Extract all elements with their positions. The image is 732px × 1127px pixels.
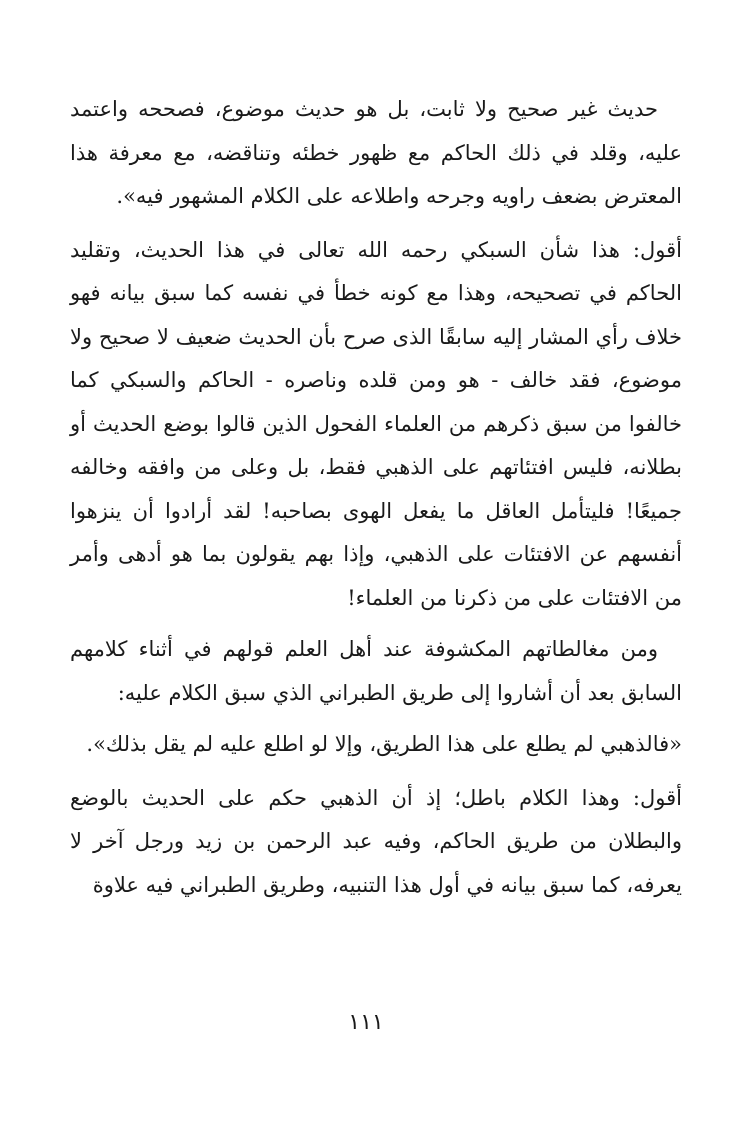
paragraph-4-quote: «فالذهبي لم يطلع على هذا الطريق، وإلا لو اطلع عليه لم يقل بذلك».	[86, 732, 682, 756]
paragraph-3: ومن مغالطاتهم المكشوفة عند أهل العلم قولهم في أثناء كلامهم السابق بعد أن أشاروا إلى طريق الطبراني الذي سبق الكلام عليه:	[70, 637, 682, 705]
page-body	[70, 88, 682, 907]
page-number: ١١١	[348, 1010, 384, 1035]
paragraph-5: أقول: وهذا الكلام باطل؛ إذ أن الذهبي حكم على الحديث بالوضع والبطلان من طريق الحاكم، وفيه عبد الرحمن بن زيد ورجل آخر لا يعرفه، كما سبق بيانه في أول هذا التنبيه، وطريق الطبراني فيه علاوة	[70, 785, 682, 897]
paragraph-2: أقول: هذا شأن السبكي رحمه الله تعالى في هذا الحديث، وتقليد الحاكم في تصحيحه، وهذا مع كونه خطأ في نفسه كما سبق بيانه فهو خلاف رأي المشار إليه سابقًا الذى صرح بأن الحديث ضعيف لا صحيح ولا موضوع، فقد خالف - هو ومن قلده وناصره - الحاكم والسبكي كما خالفوا من سبق ذكرهم من العلماء الفحول الذين قالوا بوضع الحديث أو بطلانه، فليس افتئاتهم على الذهبي فقط، بل وعلى من وافقه وخالفه جميعًا! فليتأمل العاقل ما يفعل الهوى بصاحبه! لقد أرادوا أن ينزهوا أنفسهم عن الافتئات على الذهبي، وإذا بهم يقولون بما هو أدهى وأمر من الافتئات على من ذكرنا من العلماء!	[70, 237, 682, 610]
paragraph-1: حديث غير صحيح ولا ثابت، بل هو حديث موضوع، فصححه واعتمد عليه، وقلد في ذلك الحاكم مع ظهور خطئه وتناقضه، مع معرفة هذا المعترض بضعف راويه وجرحه واطلاعه على الكلام المشهور فيه».	[70, 97, 682, 208]
